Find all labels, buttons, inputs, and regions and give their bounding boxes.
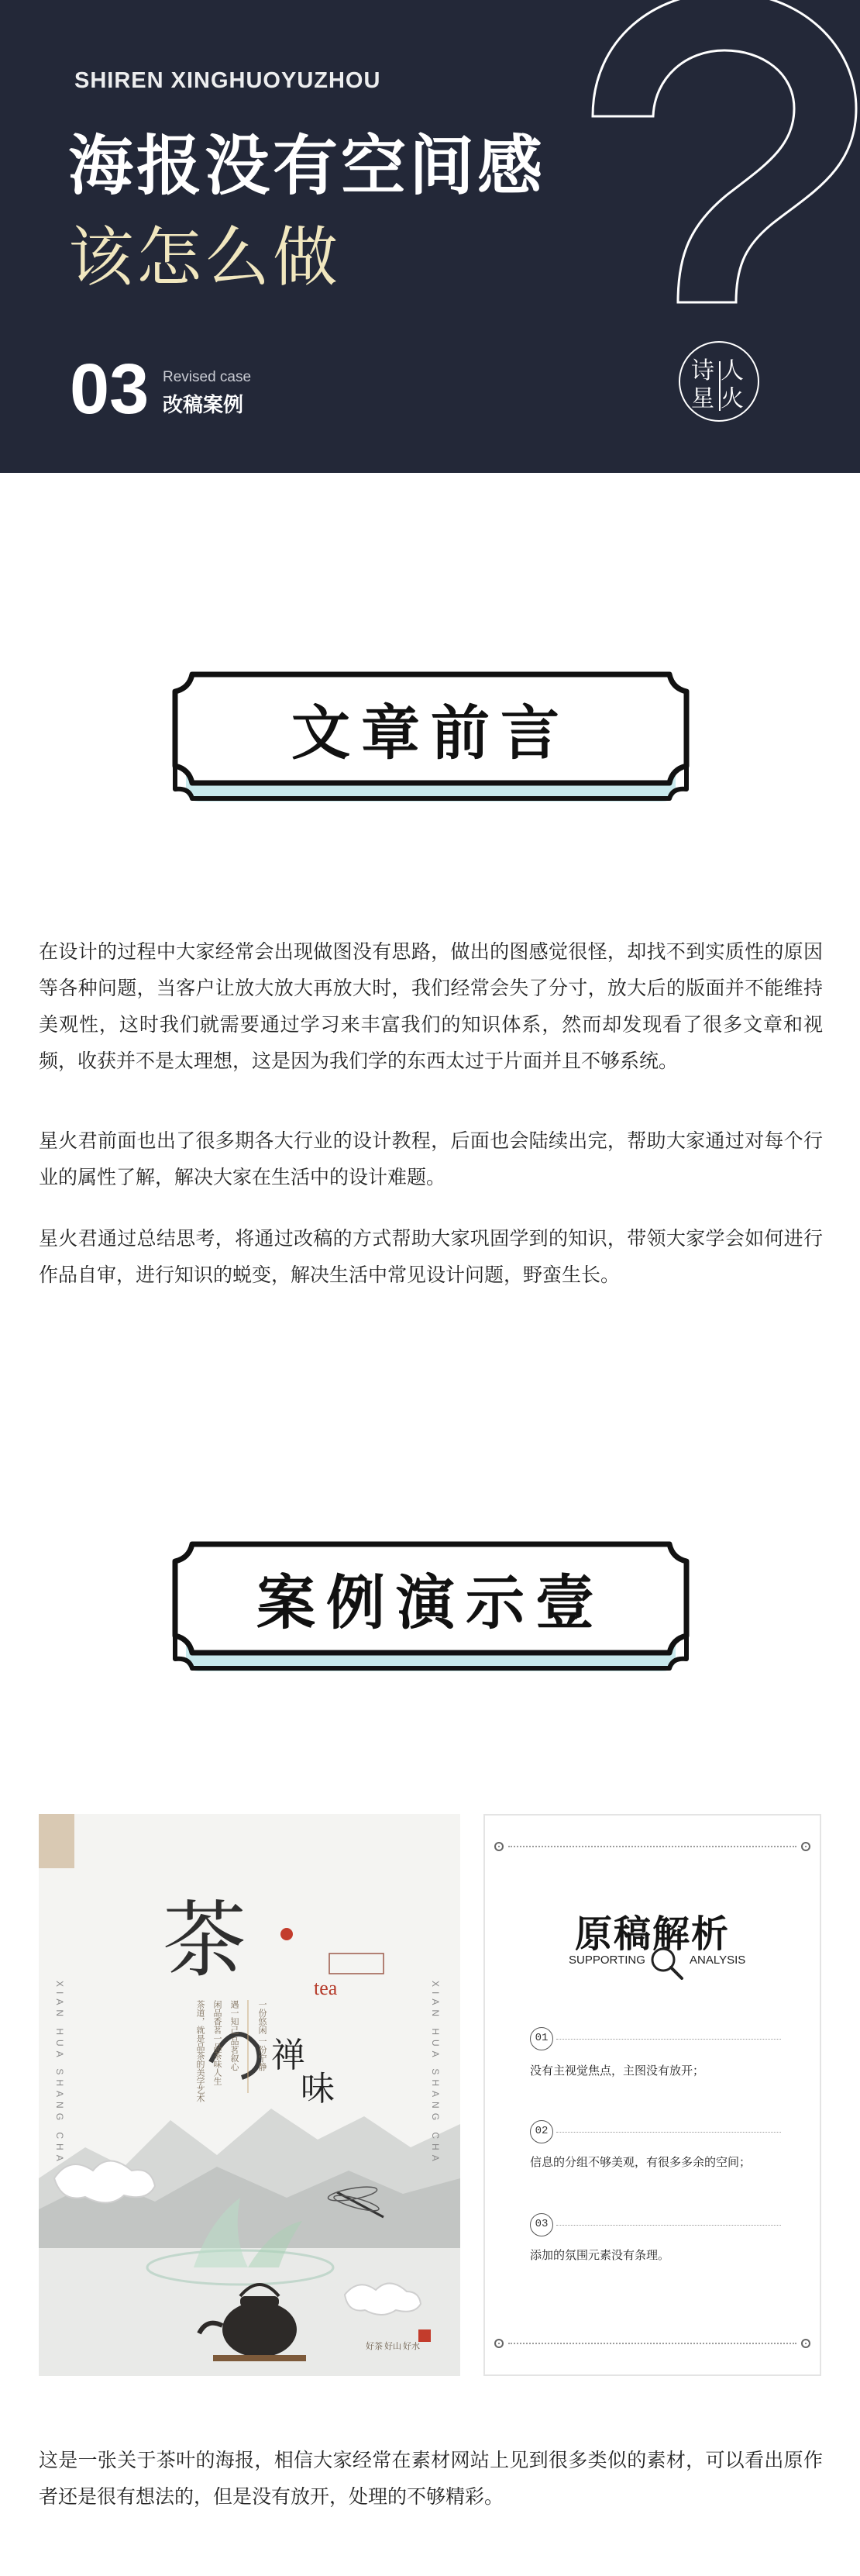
seal-char: 诗 (691, 357, 714, 385)
seal-divider (719, 361, 721, 411)
poster-poem-line: 闲品香茗一品茶味人生 (212, 2000, 222, 2085)
section-title: 文章前言 (291, 698, 570, 767)
case-label-en: Revised case (163, 369, 252, 385)
case-label-cn: 改稿案例 (163, 394, 244, 417)
case-caption: 这是一张关于茶叶的海报，相信大家经常在素材网站上见到很多类似的素材，可以看出原作者还是很有想法的，但是没有放开，处理的不够精彩。 (39, 2449, 823, 2508)
hero-banner (0, 0, 860, 473)
card-subtitle-analysis: ANALYSIS (690, 1954, 746, 1967)
section-title-frame-case1 (172, 1541, 690, 1673)
analysis-card (483, 1814, 821, 2376)
item-dotted-rule (556, 2132, 781, 2133)
brand-title: SHIREN XINGHUOYUZHOU (74, 68, 381, 93)
corner-dot (801, 2339, 810, 2348)
seal-logo (679, 341, 759, 422)
poster-footer-1: 好茶 (366, 2341, 383, 2351)
question-mark-graphic (562, 0, 860, 364)
item-number-badge: 01 (530, 2027, 553, 2050)
poster-tea-word: tea (314, 1977, 338, 1999)
poster-poem-line: 遇一知己 品茗叙心 (229, 2000, 239, 2071)
analysis-item-text: 添加的氛围元素没有条理。 (530, 2248, 670, 2262)
poster-footer-3: 好水 (403, 2341, 420, 2351)
poster-calligraphy: 茶 (163, 1892, 247, 1989)
bottom-dotted-rule (508, 2343, 796, 2344)
poster-footer-2: 好山 (384, 2341, 401, 2351)
card-title: 原稿解析 (574, 1912, 730, 1956)
poster-zen: 禅 (271, 2036, 305, 2075)
poster-poem-line: 茶道，就是品茶的美学艺术 (195, 2000, 205, 2102)
section-title: 案例演示壹 (256, 1568, 605, 1637)
poster-taste: 味 (301, 2069, 335, 2109)
corner-dot (494, 1842, 504, 1851)
case-number: 03 (70, 350, 150, 429)
poster-side-text-left: XIAN HUA SHANG CHA (54, 1981, 65, 2166)
paragraph-intro-3: 星火君通过总结思考，将通过改稿的方式帮助大家巩固学到的知识，带领大家学会如何进行作品自审，进行知识的蜕变，解决生活中常见设计问题，野蛮生长。 (39, 1227, 823, 1286)
paragraph-intro-2: 星火君前面也出了很多期各大行业的设计教程，后面也会陆续出完，帮助大家通过对每个行业的属性了解，解决大家在生活中的设计难题。 (39, 1129, 823, 1188)
section-title-frame-preface (172, 671, 690, 803)
tea-poster-image (39, 1814, 460, 2376)
poster-poem-line: 一份悠闲 一份宁静 (257, 2000, 267, 2071)
paragraph-intro-1: 在设计的过程中大家经常会出现做图没有思路，做出的图感觉很怪，却找不到实质性的原因等各种问题，当客户让放大放大再放大时，我们经常会失了分寸，放大后的版面并不能维持美观性，这时我们就需要通过学习来丰富我们的知识体系，然而却发现看了很多文章和视频，收获并不是太理想，这是因为我们学的东西太过于片面并且不够系统。 (39, 940, 823, 1072)
poster-side-text-right: XIAN HUA SHANG CHA (430, 1981, 441, 2166)
corner-dot (801, 1842, 810, 1851)
corner-dot (494, 2339, 504, 2348)
analysis-item-text: 信息的分组不够美观，有很多多余的空间； (530, 2155, 752, 2169)
magnifier-icon (648, 1944, 685, 1981)
seal-char: 火 (721, 385, 744, 412)
headline-line2: 该怎么做 (68, 219, 342, 295)
analysis-item-text: 没有主视觉焦点，主图没有放开； (530, 2064, 705, 2078)
seal-char: 星 (691, 385, 714, 412)
item-dotted-rule (556, 2225, 781, 2226)
poster-artwork (39, 1814, 460, 2376)
headline-line1: 海报没有空间感 (68, 128, 546, 204)
item-dotted-rule (556, 2039, 781, 2040)
item-number-badge: 02 (530, 2120, 553, 2143)
item-number-badge: 03 (530, 2213, 553, 2236)
seal-char: 人 (721, 357, 744, 385)
top-dotted-rule (508, 1846, 796, 1847)
card-subtitle-supporting: SUPPORTING (569, 1954, 645, 1967)
